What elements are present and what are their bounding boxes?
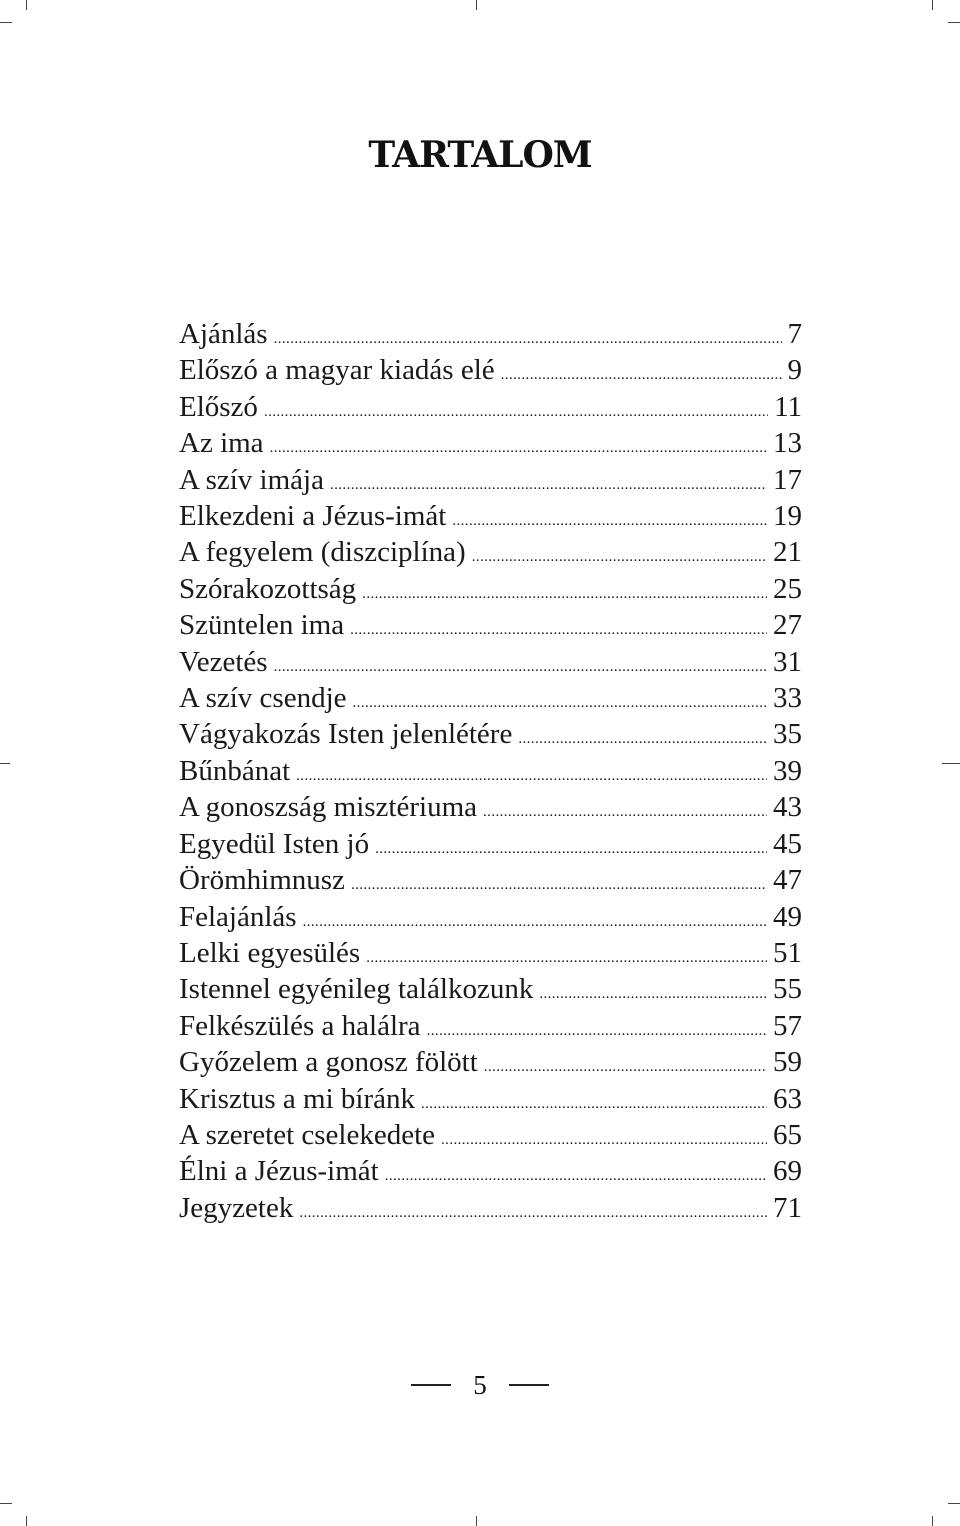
toc-entry[interactable]: [179, 318, 802, 354]
toc-entry-page: 57: [773, 1009, 802, 1042]
toc-entry-label: A gonoszság misztériuma: [179, 791, 478, 824]
toc-dot-leader: [362, 586, 767, 603]
crop-mark: [26, 1516, 27, 1526]
toc-entry-page: 45: [773, 827, 802, 860]
toc-entry-label: A szív csendje: [179, 682, 347, 715]
toc-entry-page: 55: [773, 973, 802, 1006]
table-of-contents: [179, 318, 802, 1228]
toc-entry[interactable]: [179, 391, 802, 427]
toc-entry-label: Felajánlás: [179, 900, 297, 933]
toc-dot-leader: [539, 986, 767, 1003]
crop-mark: [932, 1516, 933, 1526]
toc-entry[interactable]: [179, 1155, 802, 1191]
toc-dot-leader: [353, 695, 767, 712]
toc-entry-label: Élni a Jézus-imát: [179, 1155, 379, 1188]
toc-entry-label: A szív imája: [179, 463, 324, 496]
folio-rule-right: [509, 1384, 549, 1386]
page-number: 5: [473, 1369, 487, 1400]
toc-entry-page: 21: [773, 536, 802, 569]
toc-dot-leader: [484, 1059, 767, 1076]
toc-entry[interactable]: [179, 500, 802, 536]
toc-entry-page: 47: [773, 864, 802, 897]
toc-dot-leader: [518, 731, 767, 748]
toc-dot-leader: [299, 1205, 767, 1222]
page-title: TARTALOM: [368, 134, 592, 176]
folio-rule-left: [411, 1384, 451, 1386]
toc-entry-label: Az ima: [179, 427, 264, 460]
toc-entry-label: Vágyakozás Isten jelenlétére: [179, 718, 513, 751]
toc-entry-label: Felkészülés a halálra: [179, 1009, 421, 1042]
toc-entry-label: A szeretet cselekedete: [179, 1118, 436, 1151]
toc-entry[interactable]: [179, 901, 802, 937]
toc-entry-page: 9: [787, 354, 802, 387]
toc-entry[interactable]: [179, 646, 802, 682]
toc-entry[interactable]: [179, 573, 802, 609]
crop-mark: [0, 763, 10, 764]
toc-dot-leader: [274, 659, 767, 676]
toc-entry-label: Előszó a magyar kiadás elé: [179, 354, 495, 387]
toc-entry-label: Bűnbánat: [179, 754, 291, 787]
toc-entry-page: 63: [773, 1082, 802, 1115]
toc-entry[interactable]: [179, 1046, 802, 1082]
toc-entry-label: Lelki egyesülés: [179, 936, 361, 969]
toc-entry-page: 11: [774, 390, 802, 423]
toc-entry-label: Istennel egyénileg találkozunk: [179, 973, 534, 1006]
toc-dot-leader: [375, 841, 767, 858]
toc-entry-label: Előszó: [179, 390, 258, 423]
toc-entry[interactable]: [179, 791, 802, 827]
toc-entry[interactable]: [179, 354, 802, 390]
crop-mark: [948, 22, 960, 23]
toc-entry-page: 59: [773, 1046, 802, 1079]
crop-mark: [476, 0, 477, 10]
toc-entry[interactable]: [179, 718, 802, 754]
toc-entry[interactable]: [179, 828, 802, 864]
toc-dot-leader: [483, 804, 767, 821]
toc-entry-page: 49: [773, 900, 802, 933]
toc-dot-leader: [264, 404, 768, 421]
crop-mark: [932, 0, 933, 10]
toc-entry-page: 17: [773, 463, 802, 496]
toc-entry[interactable]: [179, 536, 802, 572]
toc-entry-label: Szüntelen ima: [179, 609, 345, 642]
page-footer: [0, 1367, 960, 1403]
toc-entry-page: 13: [773, 427, 802, 460]
toc-dot-leader: [472, 549, 767, 566]
toc-entry-label: Szórakozottság: [179, 572, 357, 605]
toc-entry-label: Győzelem a gonosz fölött: [179, 1046, 478, 1079]
toc-entry-label: Krisztus a mi bíránk: [179, 1082, 415, 1115]
toc-entry-page: 39: [773, 754, 802, 787]
toc-entry[interactable]: [179, 427, 802, 463]
toc-entry-page: 7: [787, 318, 802, 350]
toc-entry-page: 25: [773, 572, 802, 605]
toc-entry-page: 65: [773, 1118, 802, 1151]
toc-dot-leader: [296, 768, 767, 785]
toc-dot-leader: [351, 877, 767, 894]
toc-entry[interactable]: [179, 1119, 802, 1155]
toc-dot-leader: [350, 622, 767, 639]
crop-mark: [942, 763, 960, 764]
toc-entry[interactable]: [179, 1083, 802, 1119]
toc-entry-page: 31: [773, 645, 802, 678]
toc-dot-leader: [421, 1096, 767, 1113]
toc-entry[interactable]: [179, 1010, 802, 1046]
toc-entry-page: 71: [773, 1191, 802, 1224]
toc-entry-page: 43: [773, 791, 802, 824]
toc-entry[interactable]: [179, 609, 802, 645]
toc-entry-page: 69: [773, 1155, 802, 1188]
toc-entry-page: 19: [773, 500, 802, 533]
toc-dot-leader: [452, 513, 767, 530]
toc-dot-leader: [274, 331, 782, 348]
toc-entry-label: Ajánlás: [179, 318, 268, 350]
toc-entry-label: Vezetés: [179, 645, 268, 678]
toc-entry-label: A fegyelem (diszciplína): [179, 536, 466, 569]
toc-entry[interactable]: [179, 464, 802, 500]
toc-entry-page: 51: [773, 936, 802, 969]
crop-mark: [0, 22, 12, 23]
toc-entry-page: 27: [773, 609, 802, 642]
toc-entry[interactable]: [179, 755, 802, 791]
toc-entry[interactable]: [179, 973, 802, 1009]
toc-dot-leader: [270, 440, 767, 457]
toc-entry[interactable]: [179, 682, 802, 718]
toc-entry-page: 35: [773, 718, 802, 751]
toc-dot-leader: [427, 1023, 767, 1040]
toc-dot-leader: [366, 950, 767, 967]
crop-mark: [0, 1503, 12, 1504]
toc-entry-label: Örömhimnusz: [179, 864, 345, 897]
toc-entry-label: Elkezdeni a Jézus-imát: [179, 500, 447, 533]
toc-dot-leader: [330, 477, 767, 494]
toc-entry[interactable]: [179, 937, 802, 973]
toc-dot-leader: [385, 1168, 767, 1185]
crop-mark: [476, 1516, 477, 1526]
toc-dot-leader: [501, 367, 782, 384]
crop-mark: [948, 1503, 960, 1504]
toc-dot-leader: [441, 1132, 767, 1149]
toc-entry-label: Jegyzetek: [179, 1191, 294, 1224]
toc-entry[interactable]: [179, 864, 802, 900]
toc-entry-page: 33: [773, 682, 802, 715]
crop-mark: [26, 0, 27, 10]
toc-dot-leader: [303, 914, 767, 931]
toc-entry-label: Egyedül Isten jó: [179, 827, 370, 860]
toc-entry[interactable]: [179, 1192, 802, 1228]
